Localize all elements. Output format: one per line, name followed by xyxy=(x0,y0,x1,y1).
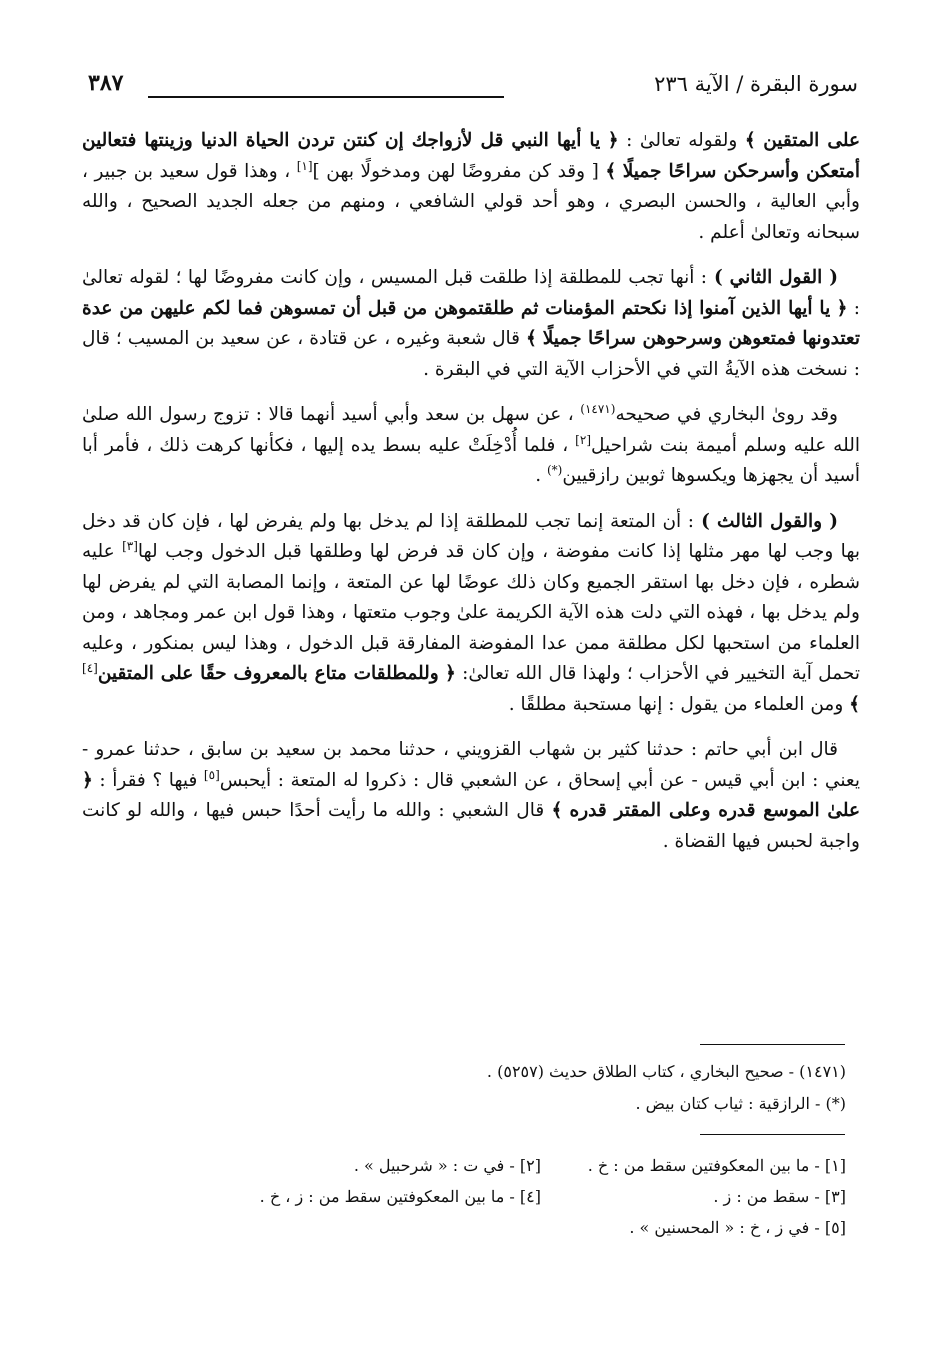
text-run: قال الشعبي : والله ما رأيت أحدًا حبس فيها ، والله لو كانت واجبة لحبس فيها القضاة . xyxy=(82,800,860,852)
variant-1: [١] - ما بين المعكوفتين سقط من : خ . xyxy=(587,1156,846,1175)
ornate-bracket-open: ﴿ xyxy=(445,663,456,684)
quran-verse: علىٰ الموسع قدره وعلى المقتر قدره xyxy=(569,800,860,821)
ornate-bracket-close: ﴾ xyxy=(744,130,756,151)
text-run: : أن المتعة إنما تجب للمطلقة إذا لم يدخل بها ولم يفرض لها ، فإن كان قد دخل بها وجب لها مهر مثلها إذا كانت مفوضة ، وإن كان قد فرض لها وطلقها قبل الدخول وجب لها xyxy=(82,510,860,562)
ornate-bracket-open: ﴿ xyxy=(836,297,848,319)
text-run: ، عن سهل بن سعد وأبي أسيد أنهما قالا : تزوج رسول الله صلىٰ الله عليه وسلم أميمة بنت شراحيل xyxy=(82,404,861,456)
manuscript-variants xyxy=(86,1150,846,1243)
variants-separator xyxy=(700,1134,845,1135)
paragraph-1 xyxy=(82,126,860,248)
paragraph-3 xyxy=(82,400,860,492)
variants-row xyxy=(86,1181,846,1212)
ornate-bracket-close: ﴾ xyxy=(525,328,537,349)
ornate-bracket-close: ﴾ xyxy=(849,693,860,715)
text-run: فيها ؟ فقرأ : xyxy=(92,769,198,791)
ornate-bracket-open: ﴿ xyxy=(607,130,619,151)
text-run: قال ابن أبي حاتم : حدثنا كثير بن شهاب القزويني ، حدثنا محمد بن سعيد بن سابق ، حدثنا عمرو - يعني : ابن أبي قيس - عن أبي إسحاق ، عن الشعبي قال : ذكروا له المتعة : أيحبس xyxy=(82,739,860,791)
footnote-1471: (١٤٧١) - صحيح البخاري ، كتاب الطلاق حديث (٥٢٥٧) . xyxy=(486,1062,846,1081)
text-run: عليه شطره ، فإن دخل بها استقر الجميع وكان ذلك عوضًا لها عن المتعة ، وإنما المصابة التي لم يفرض لها ولم يدخل بها ، فهذه التي دلت هذه الآية الكريمة علىٰ وجوب متعتها ، وهذا قول ابن عمر ومجاهد ، ومن العلماء من استحبها لكل مطلقة ممن عدا المفوضة المفارقة قبل الدخول ، وهذا ليس بمنكور ، وعليه تحمل آية التخيير في الأحزاب ؛ ولهذا قال الله تعالىٰ: xyxy=(82,541,860,684)
text-run: ولقوله تعالىٰ : xyxy=(618,130,738,151)
quran-verse: وللمطلقات متاع بالمعروف حقًا على المتقين xyxy=(97,663,439,684)
footnote-mark: (١٤٧١) xyxy=(580,401,616,416)
variant-mark: [٥] xyxy=(203,767,220,782)
text-run: [ وقد كن مفروضًا لهن ومدخولًا بهن ] xyxy=(312,160,599,182)
variant-4: [٤] - ما بين المعكوفتين سقط من : ز ، خ . xyxy=(259,1187,541,1206)
page-number: ٣٨٧ xyxy=(88,70,124,96)
running-header xyxy=(88,66,858,106)
header-rule xyxy=(148,96,504,98)
variant-mark: [٣] xyxy=(122,538,138,553)
section-heading: ( القول الثاني ) xyxy=(707,267,839,288)
variant-mark: [٢] xyxy=(575,432,591,447)
paragraph-2 xyxy=(82,263,860,385)
quran-verse: يا أيها الذين آمنوا إذا نكحتم المؤمنات ثم طلقتموهن من قبل أن تمسوهن فما لكم عليهن من عدة تعتدونها فمتعوهن وسرحوهن سراحًا جميلًا xyxy=(82,297,860,349)
footnote-star: (*) - الرازقية : ثياب كتان بيض . xyxy=(635,1094,846,1113)
text-run: : أنها تجب للمطلقة إذا طلقت قبل المسيس ، وإن كانت مفروضًا لها ؛ لقوله تعالىٰ : xyxy=(82,267,860,319)
ornate-bracket-open: ﴿ xyxy=(82,769,93,791)
footnotes xyxy=(86,1056,846,1120)
paragraph-5 xyxy=(82,735,860,857)
quran-verse: يا أيها النبي قل لأزواجك إن كنتن تردن الحياة الدنيا وزينتها فتعالين أمتعكن وأسرحكن سراحًا جميلًا xyxy=(82,130,860,182)
footnote-separator xyxy=(700,1044,845,1045)
text-run: ، وهذا قول سعيد بن جبير ، وأبي العالية ، والحسن البصري ، وهو أحد قولي الشافعي ، ومنهم من جعله الجديد الصحيح ، والله سبحانه وتعالىٰ أعلم . xyxy=(82,160,860,243)
variant-mark: [١] xyxy=(296,158,313,173)
variant-5: [٥] - في ز ، خ : « المحسنين » . xyxy=(629,1218,846,1237)
surah-title: سورة البقرة / الآية ٢٣٦ xyxy=(654,72,858,96)
footnote-mark: (*) xyxy=(546,462,563,477)
variants-row xyxy=(86,1212,846,1243)
text-run: ، فلما أُدْخِلَتْ عليه بسط يده إليها ، فكأنها كرهت ذلك ، فأمر أبا أسيد أن يجهزها ويكسوها ثوبين رازقيين xyxy=(82,434,860,486)
variant-3: [٣] - سقط من : ز . xyxy=(713,1187,846,1206)
variants-row xyxy=(86,1150,846,1181)
text-run: . xyxy=(535,465,547,486)
main-text xyxy=(82,126,860,872)
text-run: قال شعبة وغيره ، عن قتادة ، عن سعيد بن المسيب ؛ قال : نسخت هذه الآيةُ التي في الأحزاب الآية التي في البقرة . xyxy=(82,328,860,380)
text-run: وقد روىٰ البخاري في صحيحه xyxy=(615,404,838,425)
text-run: ومن العلماء من يقول : إنها مستحبة مطلقًا . xyxy=(508,693,844,715)
paragraph-4 xyxy=(82,507,860,721)
verse-fragment: على المتقين xyxy=(763,130,860,151)
section-heading: ( والقول الثالث ) xyxy=(694,510,838,532)
variant-mark: [٤] xyxy=(82,660,98,675)
ornate-bracket-close: ﴾ xyxy=(605,160,617,182)
variant-2: [٢] - في ت : « شرحبيل » . xyxy=(353,1156,541,1175)
ornate-bracket-close: ﴾ xyxy=(551,800,563,821)
